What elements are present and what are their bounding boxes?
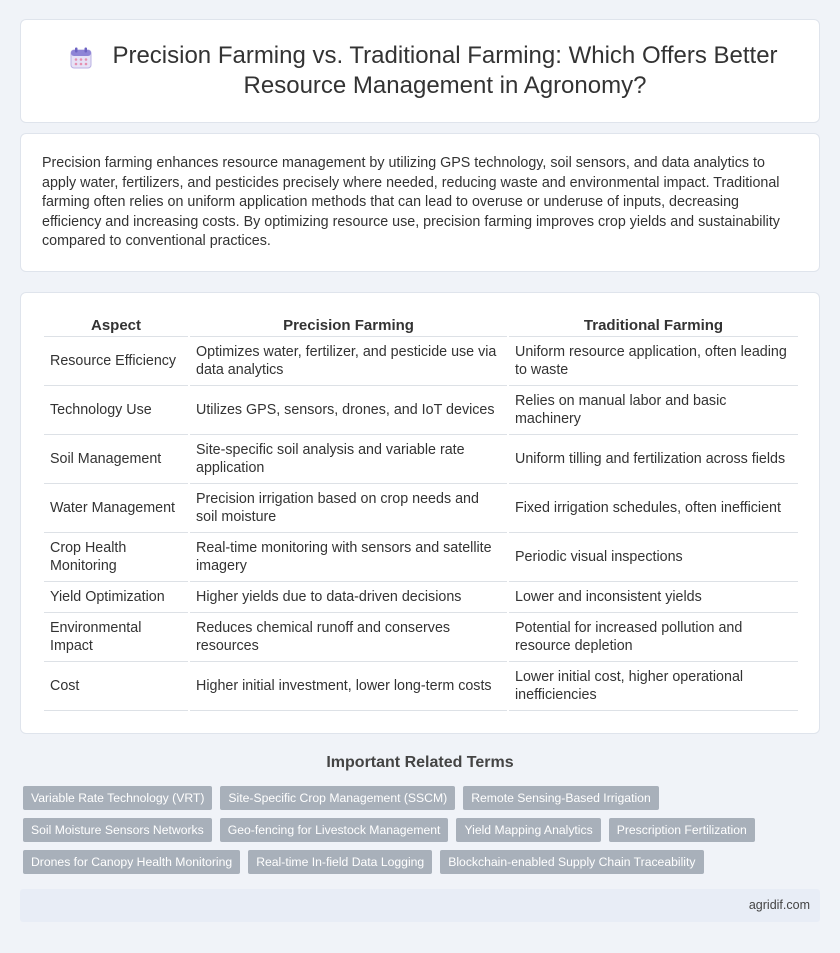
column-header-traditional: Traditional Farming [509,316,798,337]
page-title: Precision Farming vs. Traditional Farming: Which Offers Better Resource Management in Agronomy? [112,42,778,99]
precision-cell: Utilizes GPS, sensors, drones, and IoT devices [190,386,507,435]
related-term-tag[interactable]: Drones for Canopy Health Monitoring [23,850,240,874]
aspect-cell: Soil Management [44,435,188,484]
table-row [44,435,798,484]
table-row [44,582,798,613]
footer-site-link[interactable]: agridif.com [748,898,810,912]
related-term-tag[interactable]: Remote Sensing-Based Irrigation [463,786,659,810]
table-row [44,484,798,533]
traditional-cell: Uniform resource application, often leading to waste [509,337,798,386]
aspect-cell: Crop Health Monitoring [44,533,188,582]
related-terms-heading: Important Related Terms [326,754,514,771]
aspect-cell: Yield Optimization [44,582,188,613]
table-header-row [44,316,798,337]
column-header-aspect: Aspect [44,316,188,337]
aspect-cell: Environmental Impact [44,613,188,662]
aspect-cell: Water Management [44,484,188,533]
precision-cell: Higher initial investment, lower long-term costs [190,662,507,711]
related-term-tag[interactable]: Soil Moisture Sensors Networks [23,818,212,842]
aspect-cell: Resource Efficiency [44,337,188,386]
precision-cell: Real-time monitoring with sensors and satellite imagery [190,533,507,582]
related-term-tag[interactable]: Blockchain-enabled Supply Chain Traceability [440,850,703,874]
traditional-cell: Potential for increased pollution and resource depletion [509,613,798,662]
precision-cell: Precision irrigation based on crop needs and soil moisture [190,484,507,533]
traditional-cell: Lower initial cost, higher operational inefficiencies [509,662,798,711]
header-card [20,19,820,123]
related-term-tag[interactable]: Yield Mapping Analytics [456,818,600,842]
table-row [44,337,798,386]
related-term-tag[interactable]: Prescription Fertilization [609,818,755,842]
related-terms-tags [23,786,813,882]
aspect-cell: Cost [44,662,188,711]
table-row [44,386,798,435]
table-row [44,613,798,662]
related-term-tag[interactable]: Geo-fencing for Livestock Management [220,818,449,842]
traditional-cell: Lower and inconsistent yields [509,582,798,613]
intro-paragraph: Precision farming enhances resource management by utilizing GPS technology, soil sensors, and data analytics to apply water, fertilizers, and pesticides precisely where needed, reducing waste and environmental impact. Traditional farming often relies on uniform application methods that can lead to overuse or underuse of inputs, decreasing efficiency and increasing costs. By optimizing resource use, precision farming improves crop yields and sustainability compared to conventional practices. [42,155,780,249]
traditional-cell: Fixed irrigation schedules, often inefficient [509,484,798,533]
related-term-tag[interactable]: Site-Specific Crop Management (SSCM) [220,786,455,810]
traditional-cell: Uniform tilling and fertilization across fields [509,435,798,484]
traditional-cell: Relies on manual labor and basic machinery [509,386,798,435]
intro-card [20,133,820,272]
precision-cell: Reduces chemical runoff and conserves resources [190,613,507,662]
footer-bar [20,889,820,922]
related-term-tag[interactable]: Variable Rate Technology (VRT) [23,786,212,810]
precision-cell: Optimizes water, fertilizer, and pesticide use via data analytics [190,337,507,386]
comparison-table-card [20,292,820,734]
column-header-precision: Precision Farming [190,316,507,337]
precision-cell: Higher yields due to data-driven decisions [190,582,507,613]
table-row [44,662,798,711]
table-row [44,533,798,582]
aspect-cell: Technology Use [44,386,188,435]
precision-cell: Site-specific soil analysis and variable rate application [190,435,507,484]
related-term-tag[interactable]: Real-time In-field Data Logging [248,850,432,874]
traditional-cell: Periodic visual inspections [509,533,798,582]
comparison-table [42,316,800,711]
